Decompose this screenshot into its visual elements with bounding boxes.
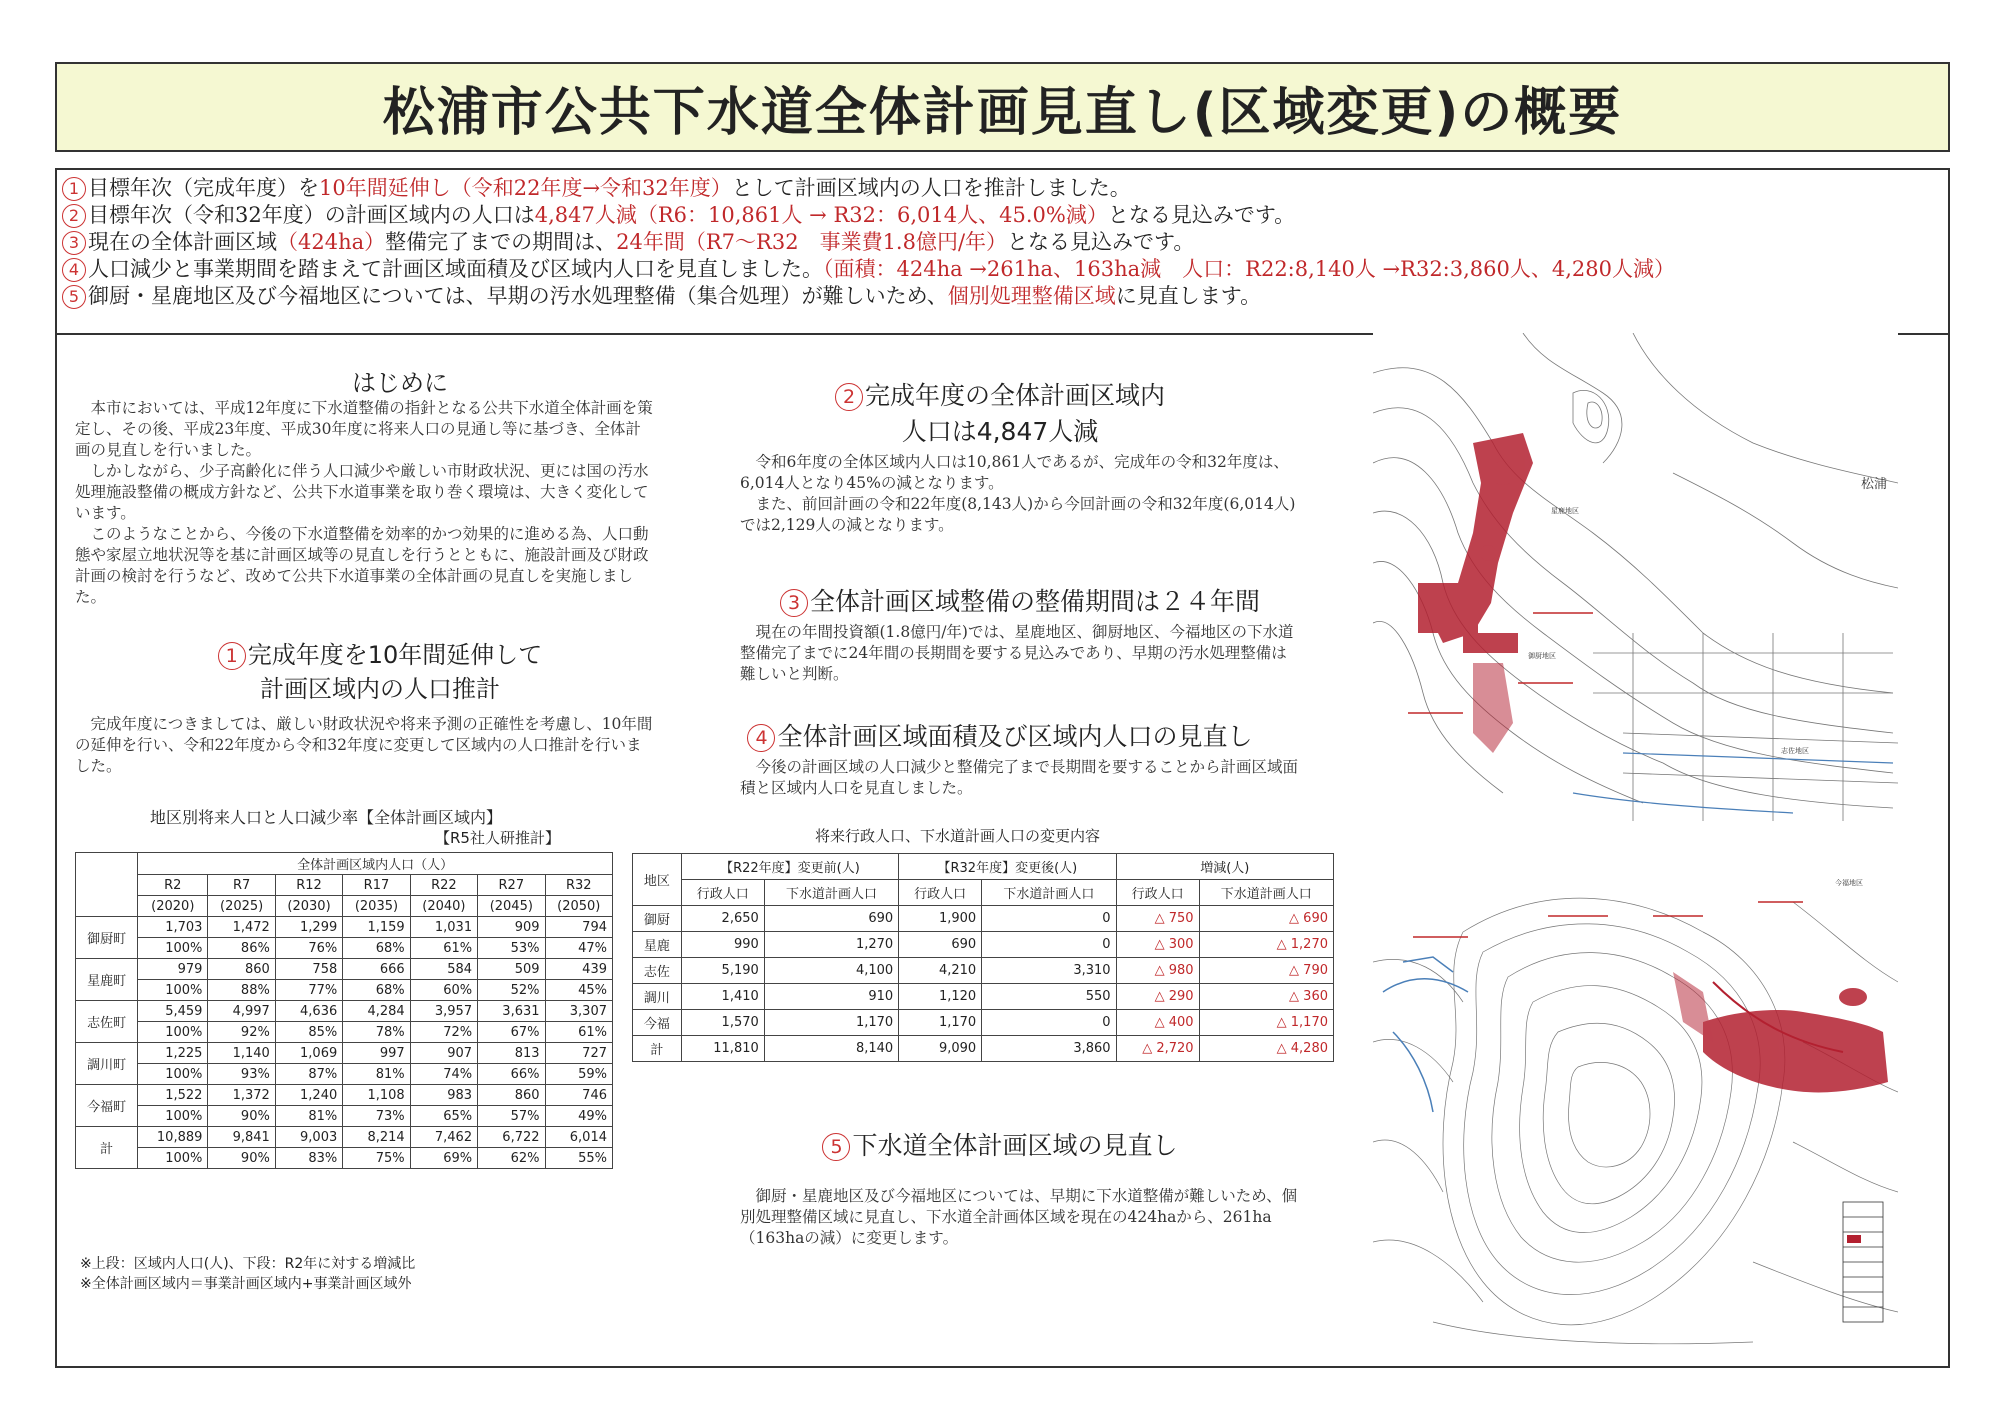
ratio-cell: 59% <box>545 1064 612 1085</box>
summary-item-1 <box>62 172 1131 202</box>
section-5-heading: 5 下水道全体計画区域の見直し <box>700 1126 1300 1162</box>
year-header: R2 <box>138 875 208 896</box>
map-south-drawing <box>1373 842 1898 1352</box>
year-ad-header: (2025) <box>208 896 275 917</box>
ratio-cell: 100% <box>138 1148 208 1169</box>
year-header: R7 <box>208 875 275 896</box>
population-cell: 907 <box>410 1043 477 1064</box>
year-ad-header: (2020) <box>138 896 208 917</box>
intro-paragraph-3: このようなことから、今後の下水道整備を効率的かつ効果的に進める為、人口動態や家屋立地状況等を基に計画区域等の見直しを行うとともに、施設計画及び財政計画の検討を行うなど、改めて公共下水道事業の全体計画の見直しを実施しました。 <box>75 525 649 606</box>
ratio-cell: 90% <box>208 1106 275 1127</box>
population-cell: 10,889 <box>138 1127 208 1148</box>
population-cell: 997 <box>343 1043 410 1064</box>
ratio-cell: 67% <box>478 1022 545 1043</box>
highlight-text: 個別処理整備区域 <box>947 284 1116 308</box>
value-cell: 690 <box>764 906 898 932</box>
number-badge: 3 <box>780 589 808 617</box>
table1-caption: 地区別将来人口と人口減少率【全体計画区域内】 <box>150 808 503 827</box>
change-cell: △ 360 <box>1199 984 1333 1010</box>
district-name: 計 <box>633 1036 682 1062</box>
population-cell: 7,462 <box>410 1127 477 1148</box>
year-ad-header: (2050) <box>545 896 612 917</box>
population-cell: 4,284 <box>343 1001 410 1022</box>
change-cell: △ 1,170 <box>1199 1010 1333 1036</box>
population-cell: 1,299 <box>275 917 342 938</box>
change-cell: △ 690 <box>1199 906 1333 932</box>
table-row <box>76 1001 613 1022</box>
year-ad-header: (2040) <box>410 896 477 917</box>
district-name: 今福町 <box>76 1085 138 1127</box>
table-row <box>76 1022 613 1043</box>
sub-header: 下水道計画人口 <box>764 880 898 906</box>
summary-text: となる見込みです。 <box>1107 203 1296 227</box>
population-cell: 439 <box>545 959 612 980</box>
section-1-body: 完成年度につきましては、厳しい財政状況や将来予測の正確性を考慮し、10年間の延伸を行い、令和22年度から令和32年度に変更して区域内の人口推計を行いました。 <box>75 715 653 775</box>
population-cell: 860 <box>208 959 275 980</box>
value-cell: 550 <box>982 984 1116 1010</box>
table-row <box>633 958 1334 984</box>
table-row <box>633 984 1334 1010</box>
summary-text: 目標年次（令和32年度）の計画区域内の人口は <box>88 203 535 227</box>
population-cell: 983 <box>410 1085 477 1106</box>
number-badge: 1 <box>218 642 246 670</box>
population-cell: 979 <box>138 959 208 980</box>
page-title: 松浦市公共下水道全体計画見直し(区域変更)の概要 <box>382 82 1623 143</box>
section-4-body: 今後の計画区域の人口減少と整備完了まで長期間を要することから計画区域面積と区域内人口を見直しました。 <box>740 758 1299 797</box>
highlight-text: 24年間（R7～R32 事業費1.8億円/年） <box>616 230 1008 254</box>
population-cell: 666 <box>343 959 410 980</box>
population-cell: 1,703 <box>138 917 208 938</box>
number-badge: 3 <box>62 231 86 255</box>
number-badge: 5 <box>62 285 86 309</box>
number-badge: 1 <box>62 177 86 201</box>
value-cell: 9,090 <box>899 1036 982 1062</box>
map-label-matsuura: 松浦 <box>1861 477 1888 492</box>
value-cell: 4,100 <box>764 958 898 984</box>
population-cell: 758 <box>275 959 342 980</box>
value-cell: 990 <box>681 932 764 958</box>
district-name: 志佐町 <box>76 1001 138 1043</box>
population-cell: 509 <box>478 959 545 980</box>
ratio-cell: 78% <box>343 1022 410 1043</box>
map-north-drawing <box>1373 333 1898 821</box>
value-cell: 1,170 <box>899 1010 982 1036</box>
ratio-cell: 73% <box>343 1106 410 1127</box>
map-label-shisa: 志佐地区 <box>1781 747 1809 755</box>
ratio-cell: 47% <box>545 938 612 959</box>
year-header: R32 <box>545 875 612 896</box>
ratio-cell: 45% <box>545 980 612 1001</box>
district-name: 計 <box>76 1127 138 1169</box>
number-badge: 4 <box>747 724 775 752</box>
value-cell: 3,860 <box>982 1036 1116 1062</box>
highlight-text: （424ha） <box>277 230 386 254</box>
ratio-cell: 68% <box>343 938 410 959</box>
number-badge: 5 <box>822 1133 850 1161</box>
number-badge: 2 <box>62 204 86 228</box>
value-cell: 1,900 <box>899 906 982 932</box>
section-2-heading: 2 完成年度の全体計画区域内 人口は4,847人減 <box>740 378 1260 450</box>
value-cell: 1,270 <box>764 932 898 958</box>
ratio-cell: 74% <box>410 1064 477 1085</box>
corner-cell <box>76 853 138 917</box>
highlight-text: 10年間延伸し（令和22年度→令和32年度） <box>319 176 732 200</box>
ratio-cell: 68% <box>343 980 410 1001</box>
ratio-cell: 49% <box>545 1106 612 1127</box>
summary-item-3 <box>62 226 1194 256</box>
ratio-cell: 76% <box>275 938 342 959</box>
section-3-heading: 3 全体計画区域整備の整備期間は２４年間 <box>740 582 1300 618</box>
sub-header: 下水道計画人口 <box>1199 880 1333 906</box>
section-5-body: 御厨・星鹿地区及び今福地区については、早期に下水道整備が難しいため、個別処理整備区域に見直し、下水道全計画体区域を現在の424haから、261ha（163haの減）に変更します。 <box>740 1187 1298 1247</box>
summary-text: に見直します。 <box>1115 284 1262 308</box>
population-cell: 860 <box>478 1085 545 1106</box>
district-name: 志佐 <box>633 958 682 984</box>
summary-text: 整備完了までの期間は、 <box>385 230 617 254</box>
ratio-cell: 83% <box>275 1148 342 1169</box>
population-cell: 794 <box>545 917 612 938</box>
population-cell: 1,069 <box>275 1043 342 1064</box>
population-table <box>75 852 613 1169</box>
population-cell: 6,014 <box>545 1127 612 1148</box>
summary-text: 御厨・星鹿地区及び今福地区については、早期の汚水処理整備（集合処理）が難しいため、 <box>88 284 948 308</box>
ratio-cell: 92% <box>208 1022 275 1043</box>
ratio-cell: 81% <box>343 1064 410 1085</box>
ratio-cell: 52% <box>478 980 545 1001</box>
ratio-cell: 81% <box>275 1106 342 1127</box>
population-cell: 1,522 <box>138 1085 208 1106</box>
table-row <box>76 1043 613 1064</box>
year-header: R17 <box>343 875 410 896</box>
ratio-cell: 65% <box>410 1106 477 1127</box>
map-north <box>1373 333 1898 821</box>
population-cell: 3,307 <box>545 1001 612 1022</box>
population-cell: 1,472 <box>208 917 275 938</box>
sub-header: 行政人口 <box>1116 880 1199 906</box>
ratio-cell: 90% <box>208 1148 275 1169</box>
map-south <box>1373 842 1898 1352</box>
value-cell: 8,140 <box>764 1036 898 1062</box>
ratio-cell: 86% <box>208 938 275 959</box>
ratio-cell: 62% <box>478 1148 545 1169</box>
table-row <box>633 932 1334 958</box>
highlight-text: （面積：424ha →261ha、163ha減 人口：R22:8,140人 →R32:3,860人、4,280人減） <box>823 257 1675 281</box>
value-cell: 690 <box>899 932 982 958</box>
population-cell: 813 <box>478 1043 545 1064</box>
change-cell: △ 2,720 <box>1116 1036 1199 1062</box>
population-cell: 9,841 <box>208 1127 275 1148</box>
value-cell: 0 <box>982 1010 1116 1036</box>
year-header: R22 <box>410 875 477 896</box>
population-cell: 746 <box>545 1085 612 1106</box>
summary-text: 現在の全体計画区域 <box>88 230 277 254</box>
number-badge: 2 <box>835 383 863 411</box>
population-cell: 9,003 <box>275 1127 342 1148</box>
change-cell: △ 980 <box>1116 958 1199 984</box>
change-cell: △ 750 <box>1116 906 1199 932</box>
value-cell: 4,210 <box>899 958 982 984</box>
table-row <box>76 1064 613 1085</box>
value-cell: 2,650 <box>681 906 764 932</box>
ratio-cell: 55% <box>545 1148 612 1169</box>
district-name: 御厨町 <box>76 917 138 959</box>
population-cell: 1,108 <box>343 1085 410 1106</box>
section-3-body: 現在の年間投資額(1.8億円/年)では、星鹿地区、御厨地区、今福地区の下水道整備完了までに24年間の長期間を要する見込みであり、早期の汚水処理整備は難しいと判断。 <box>740 623 1294 683</box>
population-cell: 1,159 <box>343 917 410 938</box>
value-cell: 3,310 <box>982 958 1116 984</box>
area-header: 地区 <box>633 854 682 906</box>
population-cell: 5,459 <box>138 1001 208 1022</box>
table1-source: 【R5社人研推計】 <box>435 829 560 847</box>
ratio-cell: 69% <box>410 1148 477 1169</box>
section-2-body-1: 令和6年度の全体区域内人口は10,861人であるが、完成年の令和32年度は、6,014人となり45%の減となります。 <box>740 453 1289 492</box>
map-label-hoshika: 星鹿地区 <box>1551 507 1579 515</box>
ratio-cell: 75% <box>343 1148 410 1169</box>
value-cell: 1,570 <box>681 1010 764 1036</box>
change-cell: △ 300 <box>1116 932 1199 958</box>
ratio-cell: 100% <box>138 980 208 1001</box>
population-cell: 584 <box>410 959 477 980</box>
table-row <box>76 1127 613 1148</box>
value-cell: 910 <box>764 984 898 1010</box>
population-cell: 4,636 <box>275 1001 342 1022</box>
value-cell: 0 <box>982 932 1116 958</box>
table-row <box>76 980 613 1001</box>
population-cell: 1,140 <box>208 1043 275 1064</box>
highlight-text: 4,847人減（R6：10,861人 → R32：6,014人、45.0%減） <box>534 203 1108 227</box>
ratio-cell: 85% <box>275 1022 342 1043</box>
change-cell: △ 400 <box>1116 1010 1199 1036</box>
ratio-cell: 61% <box>410 938 477 959</box>
table-row <box>76 917 613 938</box>
summary-item-2 <box>62 199 1295 229</box>
population-cell: 909 <box>478 917 545 938</box>
table-row <box>76 1148 613 1169</box>
year-header: R12 <box>275 875 342 896</box>
section-1-heading: 1 完成年度を10年間延伸して 計画区域内の人口推計 <box>100 638 660 706</box>
table-row <box>633 1010 1334 1036</box>
sub-header: 下水道計画人口 <box>982 880 1116 906</box>
ratio-cell: 61% <box>545 1022 612 1043</box>
sub-header: 行政人口 <box>899 880 982 906</box>
intro-heading: はじめに <box>352 369 448 397</box>
number-badge: 4 <box>62 258 86 282</box>
year-ad-header: (2045) <box>478 896 545 917</box>
before-header: 【R22年度】変更前(人) <box>681 854 898 880</box>
map-label-mikuriya: 御厨地区 <box>1528 652 1556 660</box>
table-row <box>76 1085 613 1106</box>
page-title-box <box>55 62 1950 152</box>
value-cell: 1,170 <box>764 1010 898 1036</box>
ratio-cell: 53% <box>478 938 545 959</box>
table2-caption: 将来行政人口、下水道計画人口の変更内容 <box>815 827 1101 845</box>
ratio-cell: 60% <box>410 980 477 1001</box>
ratio-cell: 100% <box>138 938 208 959</box>
district-name: 御厨 <box>633 906 682 932</box>
after-header: 【R32年度】変更後(人) <box>899 854 1116 880</box>
summary-item-5 <box>62 280 1261 310</box>
summary-item-4 <box>62 253 1675 283</box>
year-ad-header: (2030) <box>275 896 342 917</box>
summary-text: 目標年次（完成年度）を <box>88 176 319 200</box>
population-cell: 1,240 <box>275 1085 342 1106</box>
summary-text: となる見込みです。 <box>1007 230 1195 254</box>
change-cell: △ 1,270 <box>1199 932 1333 958</box>
ratio-cell: 93% <box>208 1064 275 1085</box>
intro-paragraph-2: しかしながら、少子高齢化に伴う人口減少や厳しい市財政状況、更には国の汚水処理施設整備の概成方針など、公共下水道事業を取り巻く環境は、大きく変化しています。 <box>75 462 649 522</box>
year-header: R27 <box>478 875 545 896</box>
table-row <box>76 1106 613 1127</box>
value-cell: 0 <box>982 906 1116 932</box>
population-cell: 6,722 <box>478 1127 545 1148</box>
value-cell: 11,810 <box>681 1036 764 1062</box>
population-cell: 1,225 <box>138 1043 208 1064</box>
district-name: 星鹿 <box>633 932 682 958</box>
summary-text: として計画区域内の人口を推計しました。 <box>731 176 1131 200</box>
district-name: 今福 <box>633 1010 682 1036</box>
year-ad-header: (2035) <box>343 896 410 917</box>
value-cell: 5,190 <box>681 958 764 984</box>
district-name: 星鹿町 <box>76 959 138 1001</box>
table-row <box>633 1036 1334 1062</box>
summary-text: 人口減少と事業期間を踏まえて計画区域面積及び区域内人口を見直しました。 <box>88 257 823 281</box>
value-cell: 1,120 <box>899 984 982 1010</box>
ratio-cell: 88% <box>208 980 275 1001</box>
ratio-cell: 72% <box>410 1022 477 1043</box>
population-cell: 727 <box>545 1043 612 1064</box>
district-name: 調川町 <box>76 1043 138 1085</box>
ratio-cell: 87% <box>275 1064 342 1085</box>
population-cell: 4,997 <box>208 1001 275 1022</box>
ratio-cell: 77% <box>275 980 342 1001</box>
table-row <box>76 938 613 959</box>
group-header: 全体計画区域内人口（人） <box>138 853 613 875</box>
change-cell: △ 790 <box>1199 958 1333 984</box>
population-cell: 1,372 <box>208 1085 275 1106</box>
ratio-cell: 100% <box>138 1064 208 1085</box>
table1-note-2: ※全体計画区域内＝事業計画区域内+事業計画区域外 <box>80 1276 412 1292</box>
section-2-body-2: また、前回計画の令和22年度(8,143人)から今回計画の令和32年度(6,014人)では2,129人の減となります。 <box>740 495 1296 534</box>
table-row <box>633 906 1334 932</box>
change-cell: △ 290 <box>1116 984 1199 1010</box>
population-cell: 3,631 <box>478 1001 545 1022</box>
population-cell: 8,214 <box>343 1127 410 1148</box>
ratio-cell: 66% <box>478 1064 545 1085</box>
ratio-cell: 100% <box>138 1106 208 1127</box>
sub-header: 行政人口 <box>681 880 764 906</box>
population-cell: 3,957 <box>410 1001 477 1022</box>
diff-header: 増減(人) <box>1116 854 1333 880</box>
intro-paragraph-1: 本市においては、平成12年度に下水道整備の指針となる公共下水道全体計画を策定し、その後、平成23年度、平成30年度に将来人口の見通し等に基づき、全体計画の見直しを行いました。 <box>75 399 653 459</box>
section-4-heading: 4 全体計画区域面積及び区域内人口の見直し <box>700 717 1300 753</box>
change-table <box>632 853 1334 1062</box>
ratio-cell: 57% <box>478 1106 545 1127</box>
value-cell: 1,410 <box>681 984 764 1010</box>
change-cell: △ 4,280 <box>1199 1036 1333 1062</box>
table1-note-1: ※上段：区域内人口(人)、下段：R2年に対する増減比 <box>80 1256 416 1272</box>
population-cell: 1,031 <box>410 917 477 938</box>
ratio-cell: 100% <box>138 1022 208 1043</box>
district-name: 調川 <box>633 984 682 1010</box>
map-label-imafuku: 今福地区 <box>1835 879 1863 887</box>
table-row <box>76 959 613 980</box>
